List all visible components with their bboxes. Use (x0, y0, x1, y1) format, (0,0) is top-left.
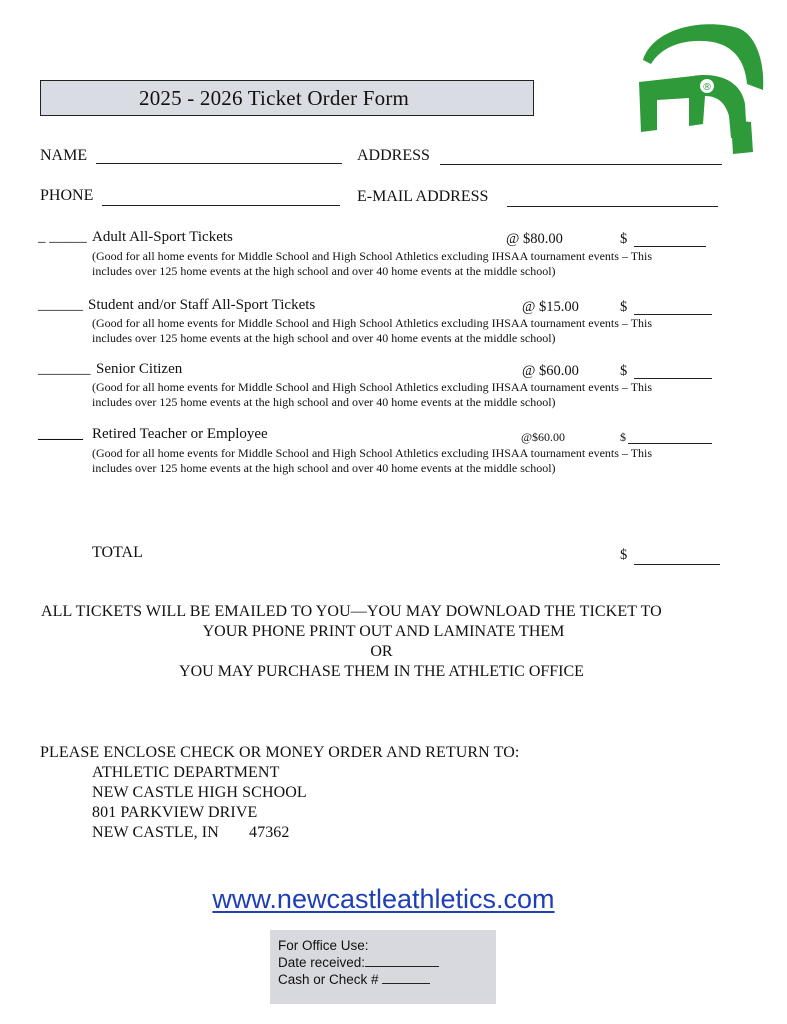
total-amount-line[interactable] (634, 564, 720, 565)
ticket-dollar-sign: $ (620, 299, 628, 315)
ticket-price: @ $80.00 (506, 231, 563, 247)
ticket-qty-blank[interactable]: _______ (38, 361, 91, 377)
notice-line-1: ALL TICKETS WILL BE EMAILED TO YOU—YOU MAY DOWNLOAD THE TICKET TO (41, 603, 662, 620)
address-label: ADDRESS (357, 147, 430, 164)
name-input-line[interactable] (96, 163, 342, 164)
mailing-line-3: 801 PARKVIEW DRIVE (92, 804, 258, 821)
office-date-label: Date received: (278, 955, 366, 970)
ticket-price: @$60.00 (521, 430, 566, 444)
address-input-line[interactable] (440, 164, 722, 165)
ticket-dollar-sign: $ (620, 363, 628, 379)
notice-line-2: YOUR PHONE PRINT OUT AND LAMINATE THEM (202, 623, 565, 640)
ticket-qty-blank[interactable]: _ _____ (38, 229, 87, 245)
ticket-name: Senior Citizen (96, 361, 183, 377)
office-date-row (278, 954, 496, 971)
form-title-box (40, 80, 534, 116)
ticket-name: Adult All-Sport Tickets (92, 229, 233, 245)
phone-input-line[interactable] (102, 205, 340, 206)
ticket-amount-line[interactable] (634, 246, 706, 247)
notice-line-4: YOU MAY PURCHASE THEM IN THE ATHLETIC OFFICE (179, 663, 584, 680)
ticket-qty-blank[interactable]: ______ (38, 426, 83, 442)
ticket-price: @ $15.00 (522, 299, 579, 315)
ticket-dollar-sign: $ (620, 231, 628, 247)
form-title: 2025 - 2026 Ticket Order Form (139, 85, 410, 110)
mailing-zip: 47362 (249, 824, 290, 841)
ticket-amount-line[interactable] (634, 378, 712, 379)
svg-text:®: ® (702, 82, 712, 93)
ticket-description: (Good for all home events for Middle School and High School Athletics excluding IHSAA tournament events – This includes over 125 home events at the high school and over 40 home events at the middle school) (92, 249, 653, 278)
office-cash-line[interactable] (382, 972, 430, 984)
total-dollar-sign: $ (620, 547, 628, 563)
ticket-name: Student and/or Staff All-Sport Tickets (88, 297, 316, 313)
office-cash-row (278, 971, 496, 988)
spartan-helmet-icon (633, 20, 765, 154)
website-link[interactable]: www.newcastleathletics.com (212, 884, 555, 914)
mailing-instruction: PLEASE ENCLOSE CHECK OR MONEY ORDER AND RETURN TO: (40, 744, 520, 761)
office-use-box (270, 930, 496, 1004)
ticket-name: Retired Teacher or Employee (92, 426, 268, 442)
ticket-dollar-sign: $ (620, 430, 626, 444)
name-label: NAME (40, 147, 88, 164)
email-label: E-MAIL ADDRESS (357, 188, 489, 205)
mailing-line-1: ATHLETIC DEPARTMENT (92, 764, 280, 781)
ticket-description: (Good for all home events for Middle School and High School Athletics excluding IHSAA tournament events – This includes over 125 home events at the high school and over 40 home events at the middle school) (92, 316, 653, 345)
notice-or: OR (370, 643, 393, 660)
office-title: For Office Use: (278, 938, 369, 953)
ticket-amount-line[interactable] (634, 314, 712, 315)
ticket-amount-line[interactable] (628, 443, 712, 444)
office-cash-label: Cash or Check # (278, 972, 379, 987)
ticket-description: (Good for all home events for Middle School and High School Athletics excluding IHSAA tournament events – This includes over 125 home events at the high school and over 40 home events at the middle school) (92, 446, 653, 475)
phone-label: PHONE (40, 187, 94, 204)
total-label: TOTAL (92, 544, 143, 561)
ticket-qty-blank[interactable]: ______ (38, 297, 83, 313)
mailing-city: NEW CASTLE, IN (92, 824, 219, 841)
office-date-line[interactable] (365, 955, 439, 967)
email-input-line[interactable] (507, 206, 718, 207)
ticket-description: (Good for all home events for Middle School and High School Athletics excluding IHSAA tournament events – This includes over 125 home events at the high school and over 40 home events at the middle school) (92, 380, 653, 409)
mailing-line-2: NEW CASTLE HIGH SCHOOL (92, 784, 307, 801)
ticket-price: @ $60.00 (522, 363, 579, 379)
